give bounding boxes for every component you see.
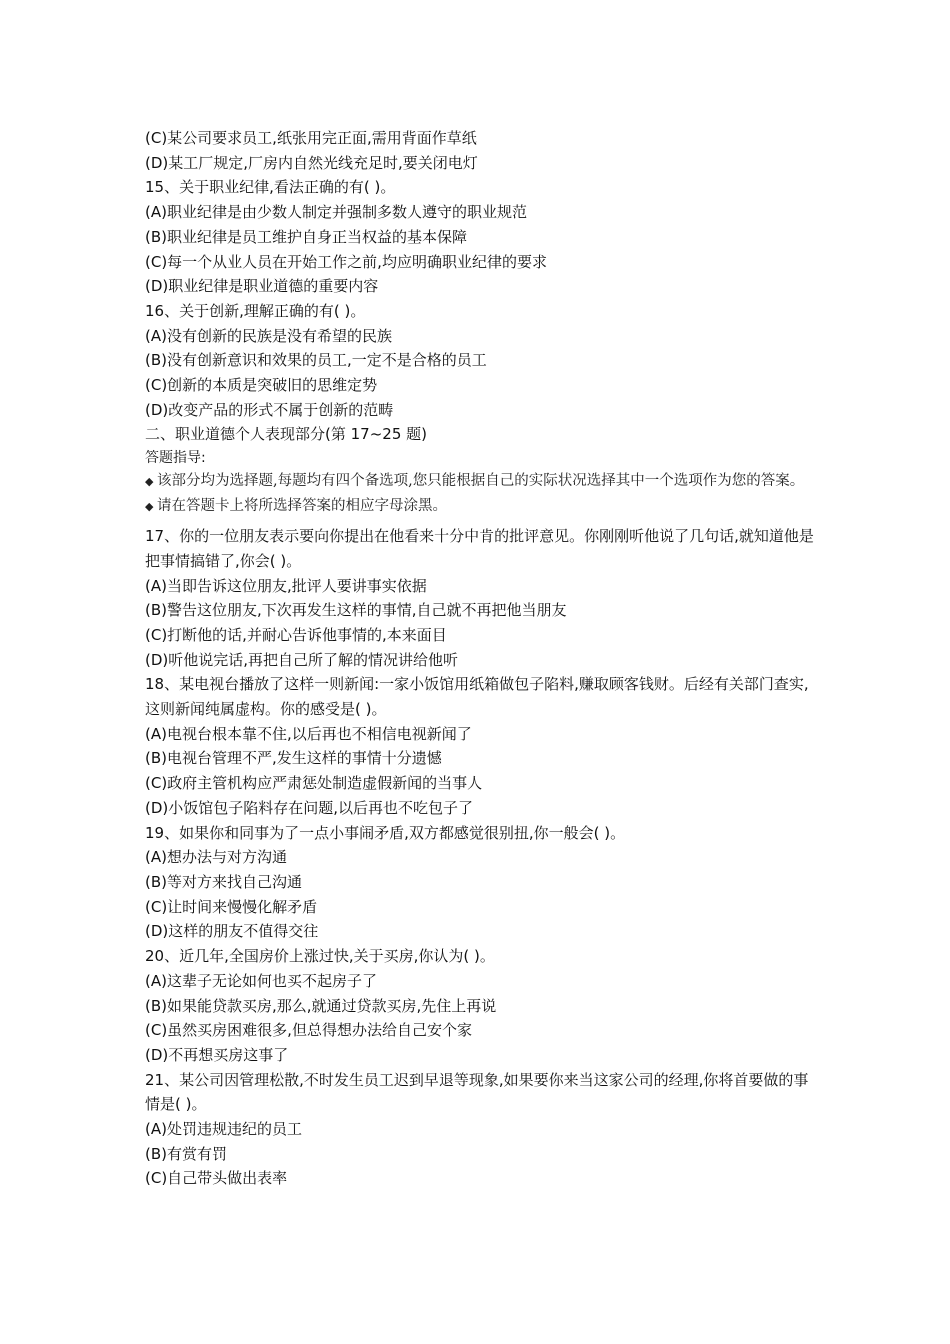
option-line: (C)虽然买房困难很多,但总得想办法给自己安个家	[145, 1021, 472, 1040]
option-line: (B)职业纪律是员工维护自身正当权益的基本保障	[145, 227, 467, 246]
guide-title: 答题指导:	[145, 450, 206, 467]
diamond-bullet-icon: ◆	[145, 475, 154, 489]
guide-note	[145, 495, 815, 518]
option-line: (A)职业纪律是由少数人制定并强制多数人遵守的职业规范	[145, 203, 527, 222]
option-line: (C)打断他的话,并耐心告诉他事情的,本来面目	[145, 625, 447, 644]
question-line: 17、你的一位朋友表示要向你提出在他看来十分中肯的批评意见。你刚刚听他说了几句话,就知道他是把事情搞错了,你会( )。	[145, 527, 814, 570]
option-line: (A)电视台根本靠不住,以后再也不相信电视新闻了	[145, 724, 472, 743]
section-heading: 二、职业道德个人表现部分(第 17~25 题)	[145, 425, 427, 444]
text-block-part1	[145, 126, 815, 447]
option-line: (B)等对方来找自己沟通	[145, 872, 302, 891]
option-line: (D)这样的朋友不值得交往	[145, 922, 319, 941]
question-line: 19、如果你和同事为了一点小事闹矛盾,双方都感觉很别扭,你一般会( )。	[145, 823, 626, 842]
diamond-bullet-icon: ◆	[145, 500, 154, 514]
guide-note	[145, 470, 815, 493]
option-line: (B)电视台管理不严,发生这样的事情十分遗憾	[145, 749, 442, 768]
option-line: (C)创新的本质是突破旧的思维定势	[145, 376, 378, 395]
question-line: 16、关于创新,理解正确的有( )。	[145, 301, 366, 320]
option-line: (C)政府主管机构应严肃惩处制造虚假新闻的当事人	[145, 774, 483, 793]
option-line: (A)这辈子无论如何也买不起房子了	[145, 971, 377, 990]
question-line: 18、某电视台播放了这样一则新闻:一家小饭馆用纸箱做包子陷料,赚取顾客钱财。后经有关部门查实,这则新闻纯属虚构。你的感受是( )。	[145, 675, 809, 719]
document-page	[145, 126, 815, 1191]
option-line: (A)没有创新的民族是没有希望的民族	[145, 326, 392, 345]
option-line: (A)当即告诉这位朋友,批评人要讲事实依据	[145, 576, 427, 595]
option-line: (A)想办法与对方沟通	[145, 848, 287, 867]
option-line: (D)某工厂规定,厂房内自然光线充足时,要关闭电灯	[145, 153, 478, 172]
option-line: (B)警告这位朋友,下次再发生这样的事情,自己就不再把他当朋友	[145, 601, 567, 620]
option-line: (D)听他说完话,再把自己所了解的情况讲给他听	[145, 650, 459, 669]
option-line: (D)小饭馆包子陷料存在问题,以后再也不吃包子了	[145, 798, 474, 817]
option-line: (D)不再想买房这事了	[145, 1045, 289, 1064]
option-line: (B)有赏有罚	[145, 1144, 227, 1163]
option-line: (D)职业纪律是职业道德的重要内容	[145, 277, 379, 296]
guide-note-text: 该部分均为选择题,每题均有四个备选项,您只能根据自己的实际状况选择其中一个选项作为您的答案。	[157, 473, 805, 490]
option-line: (C)每一个从业人员在开始工作之前,均应明确职业纪律的要求	[145, 252, 547, 271]
option-line: (C)自己带头做出表率	[145, 1169, 288, 1188]
option-line: (C)某公司要求员工,纸张用完正面,需用背面作草纸	[145, 129, 477, 147]
text-block-part2	[145, 524, 815, 1191]
option-line: (B)如果能贷款买房,那么,就通过贷款买房,先住上再说	[145, 996, 497, 1015]
option-line: (D)改变产品的形式不属于创新的范畴	[145, 400, 394, 419]
question-line: 20、近几年,全国房价上涨过快,关于买房,你认为( )。	[145, 947, 495, 966]
option-line: (C)让时间来慢慢化解矛盾	[145, 897, 318, 916]
question-line: 15、关于职业纪律,看法正确的有( )。	[145, 178, 396, 197]
question-line: 21、某公司因管理松散,不时发生员工迟到早退等现象,如果要你来当这家公司的经理,你将首要做的事情是( )。	[145, 1070, 809, 1114]
guide-note-text: 请在答题卡上将所选择答案的相应字母涂黑。	[157, 498, 447, 515]
option-line: (A)处罚违规违纪的员工	[145, 1120, 302, 1139]
option-line: (B)没有创新意识和效果的员工,一定不是合格的员工	[145, 351, 487, 370]
